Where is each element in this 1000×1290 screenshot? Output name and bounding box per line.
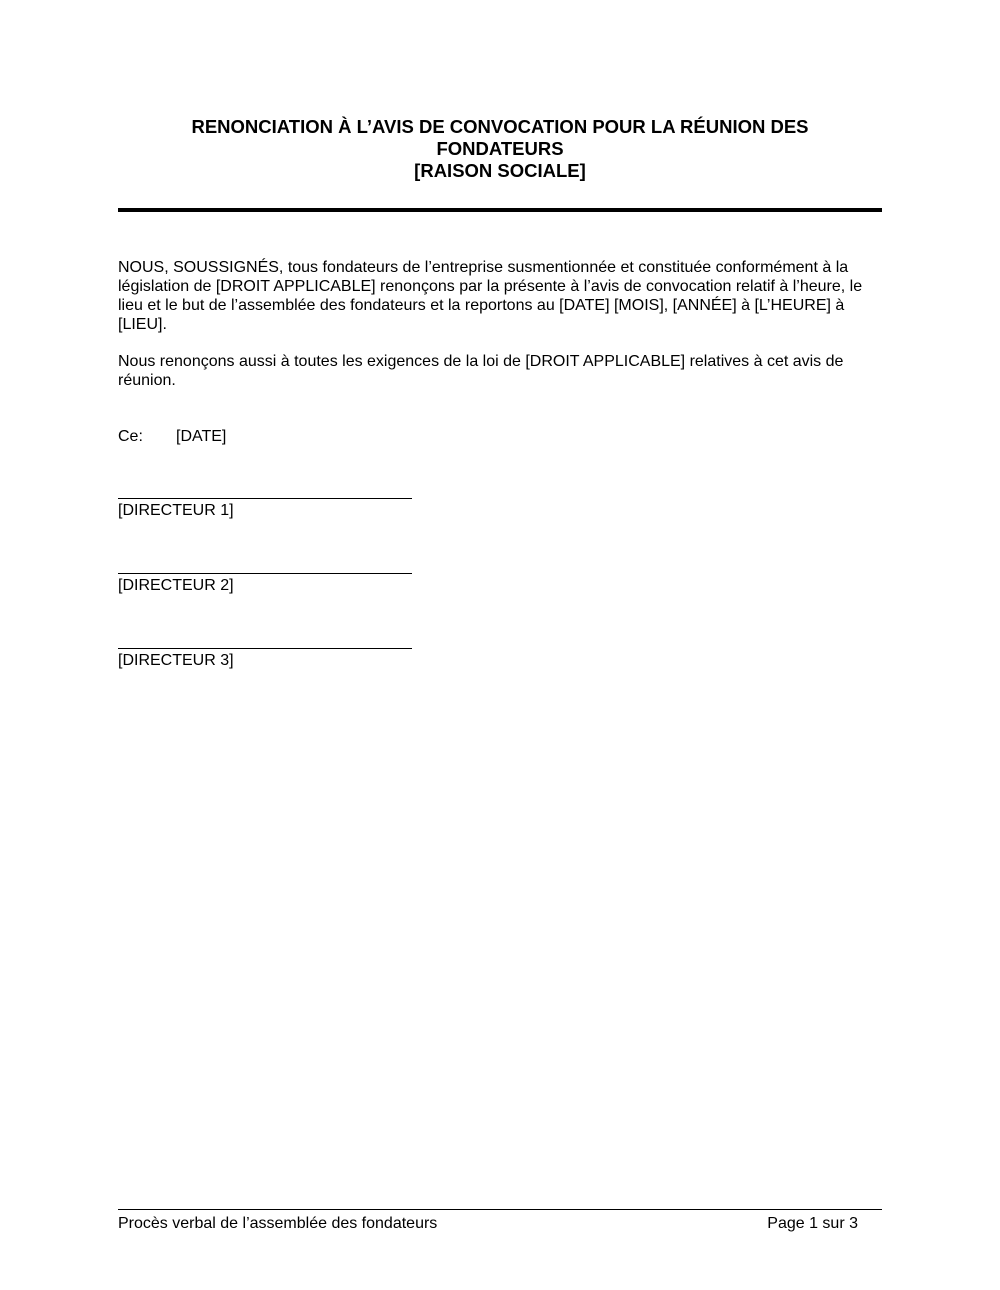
page-number: Page 1 sur 3 bbox=[767, 1215, 858, 1232]
page-footer bbox=[118, 1214, 858, 1233]
date-value: [DATE] bbox=[176, 428, 227, 445]
law-waiver-paragraph: Nous renonçons aussi à toutes les exigences de la loi de [DROIT APPLICABLE] relatives à cet avis de réunion. bbox=[118, 353, 844, 389]
document-title bbox=[118, 116, 882, 182]
signature-line bbox=[118, 648, 412, 649]
date-row bbox=[118, 427, 226, 446]
date-label: Ce: bbox=[118, 428, 143, 445]
footer-divider bbox=[118, 1209, 882, 1210]
signature-block-3 bbox=[118, 648, 412, 670]
signatory-name: [DIRECTEUR 2] bbox=[118, 577, 234, 594]
title-line-2: FONDATEURS bbox=[436, 138, 564, 159]
signatory-name: [DIRECTEUR 1] bbox=[118, 502, 234, 519]
title-line-1: RENONCIATION À L’AVIS DE CONVOCATION POUR LA RÉUNION DES bbox=[191, 116, 809, 137]
waiver-paragraph: NOUS, SOUSSIGNÉS, tous fondateurs de l’entreprise susmentionnée et constituée conformément à la législation de [DROIT APPLICABLE] renonçons par la présente à l’avis de convocation relatif à l’heure, le lieu et le but de l’assemblée des fondateurs et la reportons au [DATE] [MOIS], [ANNÉE] à [L’HEURE] à [LIEU]. bbox=[118, 259, 863, 333]
title-divider bbox=[118, 208, 882, 212]
signature-block-2 bbox=[118, 573, 412, 595]
signature-block-1 bbox=[118, 498, 412, 520]
signatory-name: [DIRECTEUR 3] bbox=[118, 652, 234, 669]
signature-line bbox=[118, 573, 412, 574]
signature-line bbox=[118, 498, 412, 499]
footer-document-title: Procès verbal de l’assemblée des fondateurs bbox=[118, 1215, 438, 1232]
title-line-company: [RAISON SOCIALE] bbox=[414, 160, 586, 181]
